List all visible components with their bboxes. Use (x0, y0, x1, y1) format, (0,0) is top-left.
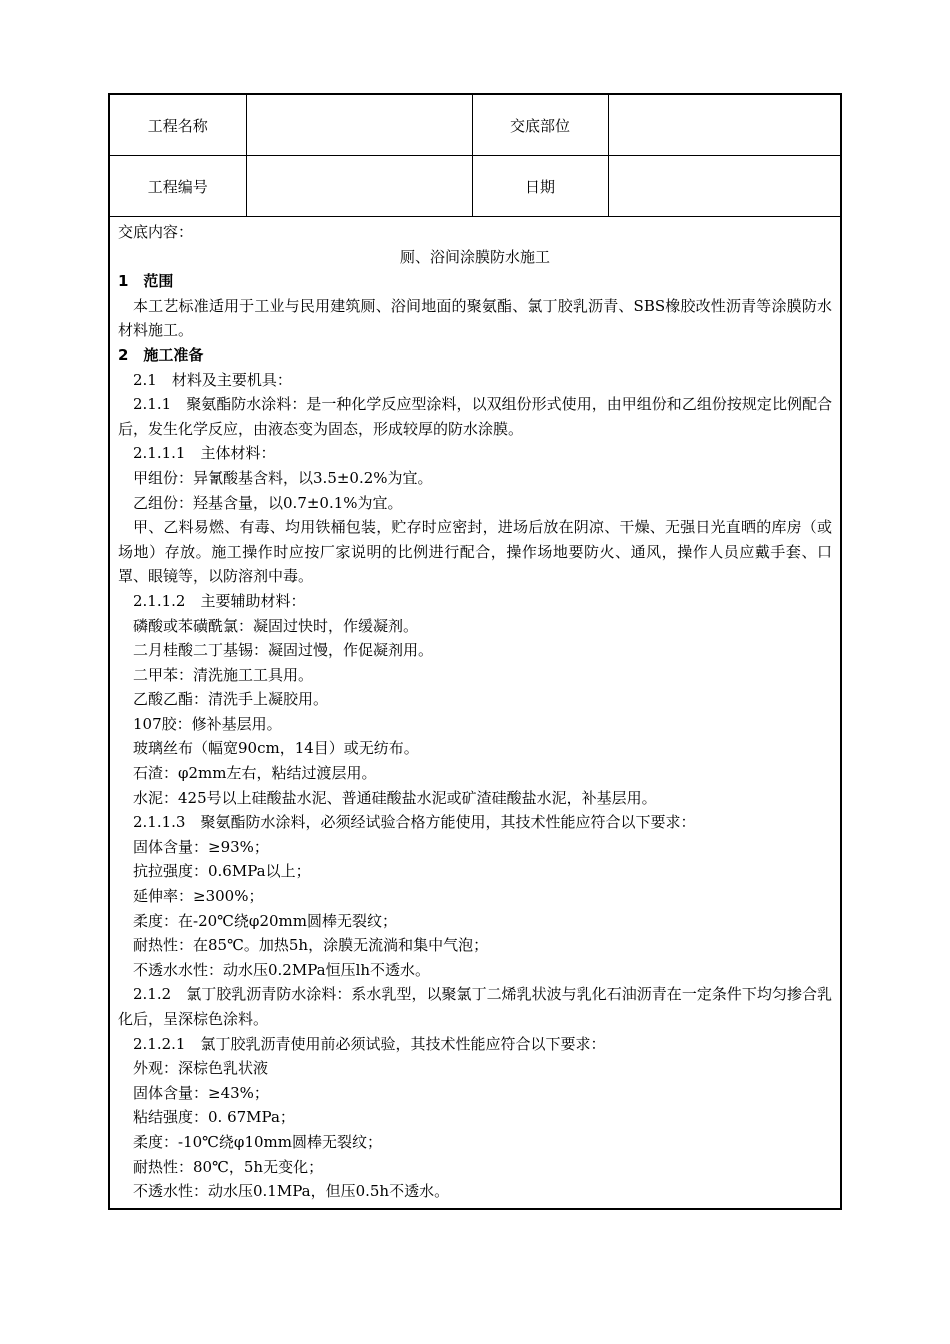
content-body (118, 269, 832, 1204)
header-table (110, 95, 840, 217)
project-number-label: 工程编号 (110, 156, 246, 217)
date-value (608, 156, 840, 217)
content-paragraph: 固体含量：≥93%； (133, 837, 269, 856)
content-paragraph: 水泥：425号以上硅酸盐水泥、普通硅酸盐水泥或矿渣硅酸盐水泥，补基层用。 (133, 788, 657, 807)
project-name-value (246, 95, 472, 156)
content-paragraph: 2.1.1.1 主体材料： (133, 444, 276, 463)
document-title: 厕、浴间涂膜防水施工 (399, 247, 550, 266)
content-paragraph: 延伸率：≥300%； (133, 887, 264, 906)
content-paragraph: 柔度：在-20℃绕φ20mm圆棒无裂纹； (133, 911, 397, 930)
content-paragraph: 2.1 材料及主要机具： (133, 370, 292, 389)
content-paragraph: 甲、乙料易燃、有毒、均用铁桶包装，贮存时应密封，进场后放在阴凉、干燥、无强日光直晒的库房（或场地）存放。施工操作时应按厂家说明的比例进行配合，操作场地要防火、通风，操作人员应戴手套、口罩、眼镜等，以防溶剂中毒。 (118, 518, 832, 586)
disclosure-form (108, 93, 842, 1210)
content-paragraph: 玻璃丝布（幅宽90cm，14目）或无纺布。 (133, 739, 419, 758)
project-name-label: 工程名称 (110, 95, 246, 156)
content-paragraph: 2.1.1 聚氨酯防水涂料：是一种化学反应型涂料，以双组份形式使用，由甲组份和乙组份按规定比例配合后，发生化学反应，由液态变为固态，形成较厚的防水涂膜。 (118, 395, 832, 438)
header-row-number (110, 156, 840, 217)
content-paragraph: 二月桂酸二丁基锡：凝固过慢，作促凝剂用。 (133, 641, 434, 660)
content-paragraph: 抗拉强度：0.6MPa以上； (133, 862, 311, 881)
content-paragraph: 耐热性：在85℃。加热5h，涂膜无流淌和集中气泡； (133, 936, 489, 955)
content-paragraph: 本工艺标准适用于工业与民用建筑厕、浴间地面的聚氨酯、氯丁胶乳沥青、SBS橡胶改性沥青等涂膜防水材料施工。 (118, 296, 832, 340)
content-paragraph: 不透水性：动水压0.1MPa，但压0.5h不透水。 (133, 1182, 450, 1201)
date-label: 日期 (472, 156, 608, 217)
section-heading: 2 施工准备 (118, 345, 204, 364)
content-paragraph: 乙酸乙酯：清洗手上凝胶用。 (133, 690, 329, 709)
content-paragraph: 不透水水性：动水压0.2MPa恒压lh不透水。 (133, 960, 431, 979)
disclosure-location-value (608, 95, 840, 156)
content-paragraph: 2.1.2 氯丁胶乳沥青防水涂料：系水乳型，以聚氯丁二烯乳状波与乳化石油沥青在一定条件下均匀掺合乳化后，呈深棕色涂料。 (118, 985, 832, 1028)
content-paragraph: 耐热性：80℃，5h无变化； (133, 1157, 324, 1176)
content-paragraph: 乙组份：羟基含量，以0.7±0.1%为宜。 (133, 493, 403, 512)
content-paragraph: 固体含量：≥43%； (133, 1083, 269, 1102)
content-paragraph: 2.1.2.1 氯丁胶乳沥青使用前必须试验，其技术性能应符合以下要求： (133, 1034, 606, 1053)
content-paragraph: 2.1.1.2 主要辅助材料： (133, 591, 306, 610)
content-intro-label: 交底内容： (118, 223, 194, 241)
content-paragraph: 外观：深棕色乳状液 (133, 1059, 269, 1078)
project-number-value (246, 156, 472, 217)
header-row-project (110, 95, 840, 156)
section-heading: 1 范围 (118, 272, 174, 291)
disclosure-content (110, 217, 840, 1204)
content-paragraph: 2.1.1.3 聚氨酯防水涂料，必须经试验合格方能使用，其技术性能应符合以下要求： (133, 813, 696, 832)
content-paragraph: 二甲苯：清洗施工工具用。 (133, 665, 314, 684)
disclosure-location-label: 交底部位 (472, 95, 608, 156)
content-paragraph: 磷酸或苯磺酰氯：凝固过快时，作缓凝剂。 (133, 616, 419, 635)
content-paragraph: 甲组份：异氰酸基含料，以3.5±0.2%为宜。 (133, 468, 433, 487)
content-paragraph: 粘结强度：0. 67MPa； (133, 1108, 295, 1127)
content-paragraph: 石渣：φ2mm左右，粘结过渡层用。 (133, 764, 377, 783)
content-paragraph: 107胶：修补基层用。 (133, 714, 282, 733)
content-paragraph: 柔度：-10℃绕φ10mm圆棒无裂纹； (133, 1132, 382, 1151)
